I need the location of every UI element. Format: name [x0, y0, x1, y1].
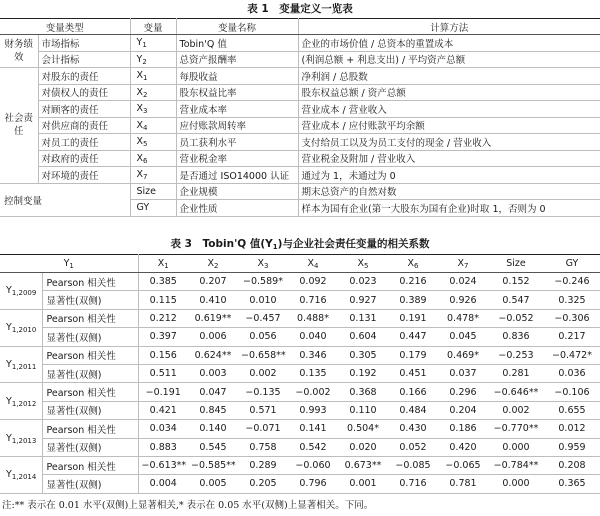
- value-cell: 0.179: [388, 346, 438, 364]
- value-cell: −0.052: [488, 309, 544, 327]
- subscript: 2: [214, 262, 219, 270]
- value-cell: 0.152: [488, 273, 544, 291]
- subscript: 1,2010: [11, 326, 37, 335]
- value-cell: 0.488*: [288, 309, 338, 327]
- value-cell: 0.110: [338, 401, 388, 419]
- table1-row: [0, 68, 600, 85]
- significance-row: [0, 475, 600, 493]
- calculation-method-cell: 净利润 / 总股数: [298, 68, 600, 85]
- value-cell: −0.589*: [238, 273, 288, 291]
- table3-caption: 表 3 Tobin'Q 值$(Y_1)$与企业社会责任变量的相关系数: [170, 238, 430, 251]
- value-cell: 0.325: [544, 291, 600, 309]
- value-cell: 0.836: [488, 328, 544, 346]
- variable-name-cell: 员工获利水平: [176, 134, 298, 151]
- value-cell: −0.585**: [188, 456, 238, 474]
- subscript: 4: [314, 262, 319, 270]
- value-cell: −0.253: [488, 346, 544, 364]
- value-cell: −0.065: [438, 456, 488, 474]
- variable-type-cell: 会计指标: [38, 51, 130, 68]
- value-cell: 0.204: [438, 401, 488, 419]
- table1-caption: 表 1 变量定义一览表: [247, 3, 353, 15]
- significance-row: [0, 438, 600, 456]
- value-cell: 0.389: [388, 291, 438, 309]
- subscript: 4: [143, 123, 148, 132]
- subscript: 1: [272, 243, 278, 251]
- variable-symbol-cell: $Y_1$: [130, 35, 176, 52]
- variable-symbol-cell: $X_2$: [130, 84, 176, 101]
- year-label: $Y_{1,2012}$: [0, 383, 42, 420]
- value-cell: 0.296: [438, 383, 488, 401]
- variable-type-cell: 对债权人的责任: [38, 84, 130, 101]
- significance-row: [0, 291, 600, 309]
- year-label: $Y_{1,2011}$: [0, 346, 42, 383]
- table1-row: [0, 51, 600, 68]
- variable-type-cell: 对员工的责任: [38, 134, 130, 151]
- header-size: Size: [488, 255, 544, 273]
- value-cell: 0.781: [438, 475, 488, 493]
- variable-type-cell: 对政府的责任: [38, 150, 130, 167]
- value-cell: 0.511: [138, 364, 188, 382]
- year-label: $Y_{1,2009}$: [0, 273, 42, 310]
- value-cell: 0.045: [438, 328, 488, 346]
- subscript: 1,2009: [11, 289, 37, 298]
- value-cell: 0.217: [544, 328, 600, 346]
- correlation-table: [0, 254, 600, 494]
- value-cell: 0.716: [288, 291, 338, 309]
- value-cell: −0.306: [544, 309, 600, 327]
- variable-symbol-cell: GY: [130, 200, 176, 217]
- variable-name-cell: 是否通过 ISO14000 认证: [176, 167, 298, 184]
- value-cell: 0.003: [188, 364, 238, 382]
- header-x1: $X_1$: [138, 255, 188, 273]
- stat-label: 显著性(双侧): [42, 475, 138, 493]
- pearson-row: [0, 309, 600, 327]
- value-cell: 0.000: [488, 475, 544, 493]
- header-gy: GY: [544, 255, 600, 273]
- value-cell: 0.655: [544, 401, 600, 419]
- calculation-method-cell: 支付给员工以及为员工支付的现金 / 营业收入: [298, 134, 600, 151]
- value-cell: 0.166: [388, 383, 438, 401]
- variable-symbol-cell: $X_4$: [130, 117, 176, 134]
- value-cell: 0.034: [138, 420, 188, 438]
- group-label-csr: 社会责任: [0, 68, 38, 184]
- table1-header-row: [0, 19, 600, 35]
- value-cell: −0.071: [238, 420, 288, 438]
- header-x6: $X_6$: [388, 255, 438, 273]
- stat-label: Pearson 相关性: [42, 273, 138, 291]
- variable-symbol-cell: $X_5$: [130, 134, 176, 151]
- group-label-finance: 财务绩效: [0, 35, 38, 68]
- value-cell: −0.784**: [488, 456, 544, 474]
- variable-name-cell: 股东权益比率: [176, 84, 298, 101]
- pearson-row: [0, 383, 600, 401]
- table1-row: [0, 35, 600, 52]
- header-calculation-method: 计算方法: [298, 19, 600, 35]
- header-x3: $X_3$: [238, 255, 288, 273]
- stat-label: 显著性(双侧): [42, 328, 138, 346]
- value-cell: 0.052: [388, 438, 438, 456]
- table1-row: [0, 150, 600, 167]
- value-cell: 0.542: [288, 438, 338, 456]
- value-cell: 0.131: [338, 309, 388, 327]
- value-cell: 0.192: [338, 364, 388, 382]
- variable-type-cell: 对环境的责任: [38, 167, 130, 184]
- variable-definition-table: [0, 18, 600, 217]
- value-cell: −0.191: [138, 383, 188, 401]
- significance-row: [0, 328, 600, 346]
- significance-row: [0, 364, 600, 382]
- value-cell: 0.006: [188, 328, 238, 346]
- value-cell: 0.673**: [338, 456, 388, 474]
- value-cell: −0.770**: [488, 420, 544, 438]
- subscript: 5: [143, 140, 148, 149]
- value-cell: 0.212: [138, 309, 188, 327]
- value-cell: 0.927: [338, 291, 388, 309]
- variable-type-cell: 对顾客的责任: [38, 101, 130, 118]
- significance-row: [0, 401, 600, 419]
- header-y1: $Y_1$: [0, 255, 138, 273]
- value-cell: 0.716: [388, 475, 438, 493]
- value-cell: 0.447: [388, 328, 438, 346]
- value-cell: 0.289: [238, 456, 288, 474]
- subscript: 6: [414, 262, 419, 270]
- value-cell: 0.430: [388, 420, 438, 438]
- value-cell: 0.504*: [338, 420, 388, 438]
- value-cell: −0.135: [238, 383, 288, 401]
- value-cell: 0.926: [438, 291, 488, 309]
- subscript: 3: [264, 262, 269, 270]
- value-cell: 0.186: [438, 420, 488, 438]
- value-cell: 0.012: [544, 420, 600, 438]
- value-cell: 0.385: [138, 273, 188, 291]
- value-cell: 0.024: [438, 273, 488, 291]
- header-variable: 变量: [130, 19, 176, 35]
- variable-name-cell: 企业规模: [176, 183, 298, 200]
- header-x4: $X_4$: [288, 255, 338, 273]
- variable-name-cell: 企业性质: [176, 200, 298, 217]
- year-label: $Y_{1,2010}$: [0, 309, 42, 346]
- value-cell: −0.472*: [544, 346, 600, 364]
- value-cell: 0.092: [288, 273, 338, 291]
- subscript: 1: [69, 262, 74, 270]
- value-cell: −0.060: [288, 456, 338, 474]
- calculation-method-cell: 股东权益总额 / 资产总额: [298, 84, 600, 101]
- stat-label: 显著性(双侧): [42, 291, 138, 309]
- variable-type-cell: 对股东的责任: [38, 68, 130, 85]
- subscript: 1: [142, 41, 147, 50]
- calculation-method-cell: 营业税金及附加 / 营业收入: [298, 150, 600, 167]
- value-cell: 0.208: [544, 456, 600, 474]
- value-cell: 0.545: [188, 438, 238, 456]
- pearson-row: [0, 420, 600, 438]
- value-cell: −0.658**: [238, 346, 288, 364]
- calculation-method-cell: (利润总额 + 利息支出) / 平均资产总额: [298, 51, 600, 68]
- table1-row: [0, 134, 600, 151]
- value-cell: −0.457: [238, 309, 288, 327]
- pearson-row: [0, 273, 600, 291]
- value-cell: 0.004: [138, 475, 188, 493]
- value-cell: 0.624**: [188, 346, 238, 364]
- subscript: 7: [464, 262, 469, 270]
- pearson-row: [0, 456, 600, 474]
- value-cell: 0.002: [488, 401, 544, 419]
- stat-label: Pearson 相关性: [42, 309, 138, 327]
- value-cell: 0.478*: [438, 309, 488, 327]
- value-cell: 0.040: [288, 328, 338, 346]
- subscript: 2: [143, 90, 148, 99]
- stat-label: 显著性(双侧): [42, 364, 138, 382]
- value-cell: 0.020: [338, 438, 388, 456]
- subscript: 5: [364, 262, 369, 270]
- header-variable-type: 变量类型: [0, 19, 130, 35]
- value-cell: 0.469*: [438, 346, 488, 364]
- table3-header-row: [0, 255, 600, 273]
- header-x2: $X_2$: [188, 255, 238, 273]
- value-cell: 0.010: [238, 291, 288, 309]
- value-cell: 0.207: [188, 273, 238, 291]
- value-cell: −0.246: [544, 273, 600, 291]
- value-cell: 0.397: [138, 328, 188, 346]
- variable-symbol-cell: $X_7$: [130, 167, 176, 184]
- value-cell: 0.619**: [188, 309, 238, 327]
- variable-symbol-cell: $X_3$: [130, 101, 176, 118]
- header-variable-name: 变量名称: [176, 19, 298, 35]
- value-cell: 0.023: [338, 273, 388, 291]
- subscript: 1,2014: [11, 473, 37, 482]
- value-cell: 0.056: [238, 328, 288, 346]
- variable-name-cell: 总资产报酬率: [176, 51, 298, 68]
- value-cell: −0.613**: [138, 456, 188, 474]
- variable-type-cell: 市场指标: [38, 35, 130, 52]
- value-cell: 0.000: [488, 438, 544, 456]
- stat-label: Pearson 相关性: [42, 346, 138, 364]
- calculation-method-cell: 样本为国有企业(第一大股东为国有企业)时取 1，否则为 0: [298, 200, 600, 217]
- value-cell: 0.346: [288, 346, 338, 364]
- calculation-method-cell: 营业成本 / 应付账款平均余额: [298, 117, 600, 134]
- value-cell: 0.002: [238, 364, 288, 382]
- value-cell: 0.484: [388, 401, 438, 419]
- calculation-method-cell: 企业的市场价值 / 总资本的重置成本: [298, 35, 600, 52]
- variable-name-cell: 应付账款周转率: [176, 117, 298, 134]
- year-label: $Y_{1,2013}$: [0, 420, 42, 457]
- value-cell: 0.604: [338, 328, 388, 346]
- stat-label: 显著性(双侧): [42, 401, 138, 419]
- value-cell: 0.115: [138, 291, 188, 309]
- table1-row: [0, 183, 600, 200]
- subscript: 1: [164, 262, 169, 270]
- value-cell: 0.420: [438, 438, 488, 456]
- value-cell: −0.106: [544, 383, 600, 401]
- value-cell: 0.140: [188, 420, 238, 438]
- table1-row: [0, 117, 600, 134]
- value-cell: 0.001: [338, 475, 388, 493]
- value-cell: 0.421: [138, 401, 188, 419]
- variable-name-cell: 营业税金率: [176, 150, 298, 167]
- value-cell: 0.036: [544, 364, 600, 382]
- subscript: 1,2012: [11, 399, 37, 408]
- year-label: $Y_{1,2014}$: [0, 456, 42, 493]
- value-cell: 0.368: [338, 383, 388, 401]
- value-cell: 0.959: [544, 438, 600, 456]
- value-cell: 0.191: [388, 309, 438, 327]
- value-cell: 0.758: [238, 438, 288, 456]
- table1-row: [0, 84, 600, 101]
- subscript: 7: [143, 173, 148, 182]
- value-cell: 0.993: [288, 401, 338, 419]
- subscript: 1,2013: [11, 436, 37, 445]
- subscript: 1,2011: [11, 362, 37, 371]
- value-cell: 0.047: [188, 383, 238, 401]
- calculation-method-cell: 期末总资产的自然对数: [298, 183, 600, 200]
- variable-name-cell: 每股收益: [176, 68, 298, 85]
- value-cell: 0.451: [388, 364, 438, 382]
- value-cell: 0.205: [238, 475, 288, 493]
- subscript: 3: [143, 107, 148, 116]
- subscript: 6: [143, 156, 148, 165]
- pearson-row: [0, 346, 600, 364]
- stat-label: Pearson 相关性: [42, 383, 138, 401]
- value-cell: 0.547: [488, 291, 544, 309]
- value-cell: −0.002: [288, 383, 338, 401]
- stat-label: Pearson 相关性: [42, 420, 138, 438]
- header-x7: $X_7$: [438, 255, 488, 273]
- value-cell: 0.305: [338, 346, 388, 364]
- value-cell: 0.005: [188, 475, 238, 493]
- value-cell: 0.883: [138, 438, 188, 456]
- calculation-method-cell: 通过为 1，未通过为 0: [298, 167, 600, 184]
- variable-symbol-cell: $X_1$: [130, 68, 176, 85]
- value-cell: −0.646**: [488, 383, 544, 401]
- calculation-method-cell: 营业成本 / 营业收入: [298, 101, 600, 118]
- value-cell: 0.410: [188, 291, 238, 309]
- table1-row: [0, 167, 600, 184]
- variable-name-cell: 营业成本率: [176, 101, 298, 118]
- stat-label: 显著性(双侧): [42, 438, 138, 456]
- value-cell: 0.571: [238, 401, 288, 419]
- table3-note: 注:** 表示在 0.01 水平(双侧)上显著相关,* 表示在 0.05 水平(双侧)上显著相关。下同。: [2, 500, 374, 511]
- value-cell: 0.845: [188, 401, 238, 419]
- group-label-control: 控制变量: [0, 183, 130, 216]
- header-x5: $X_5$: [338, 255, 388, 273]
- value-cell: −0.085: [388, 456, 438, 474]
- value-cell: 0.037: [438, 364, 488, 382]
- stat-label: Pearson 相关性: [42, 456, 138, 474]
- value-cell: 0.141: [288, 420, 338, 438]
- subscript: 2: [142, 57, 147, 66]
- variable-symbol-cell: Size: [130, 183, 176, 200]
- value-cell: 0.216: [388, 273, 438, 291]
- variable-symbol-cell: $X_6$: [130, 150, 176, 167]
- value-cell: 0.365: [544, 475, 600, 493]
- table1-row: [0, 101, 600, 118]
- value-cell: 0.156: [138, 346, 188, 364]
- variable-symbol-cell: $Y_2$: [130, 51, 176, 68]
- variable-type-cell: 对供应商的责任: [38, 117, 130, 134]
- value-cell: 0.135: [288, 364, 338, 382]
- variable-name-cell: Tobin'Q 值: [176, 35, 298, 52]
- value-cell: 0.796: [288, 475, 338, 493]
- value-cell: 0.281: [488, 364, 544, 382]
- subscript: 1: [143, 74, 148, 83]
